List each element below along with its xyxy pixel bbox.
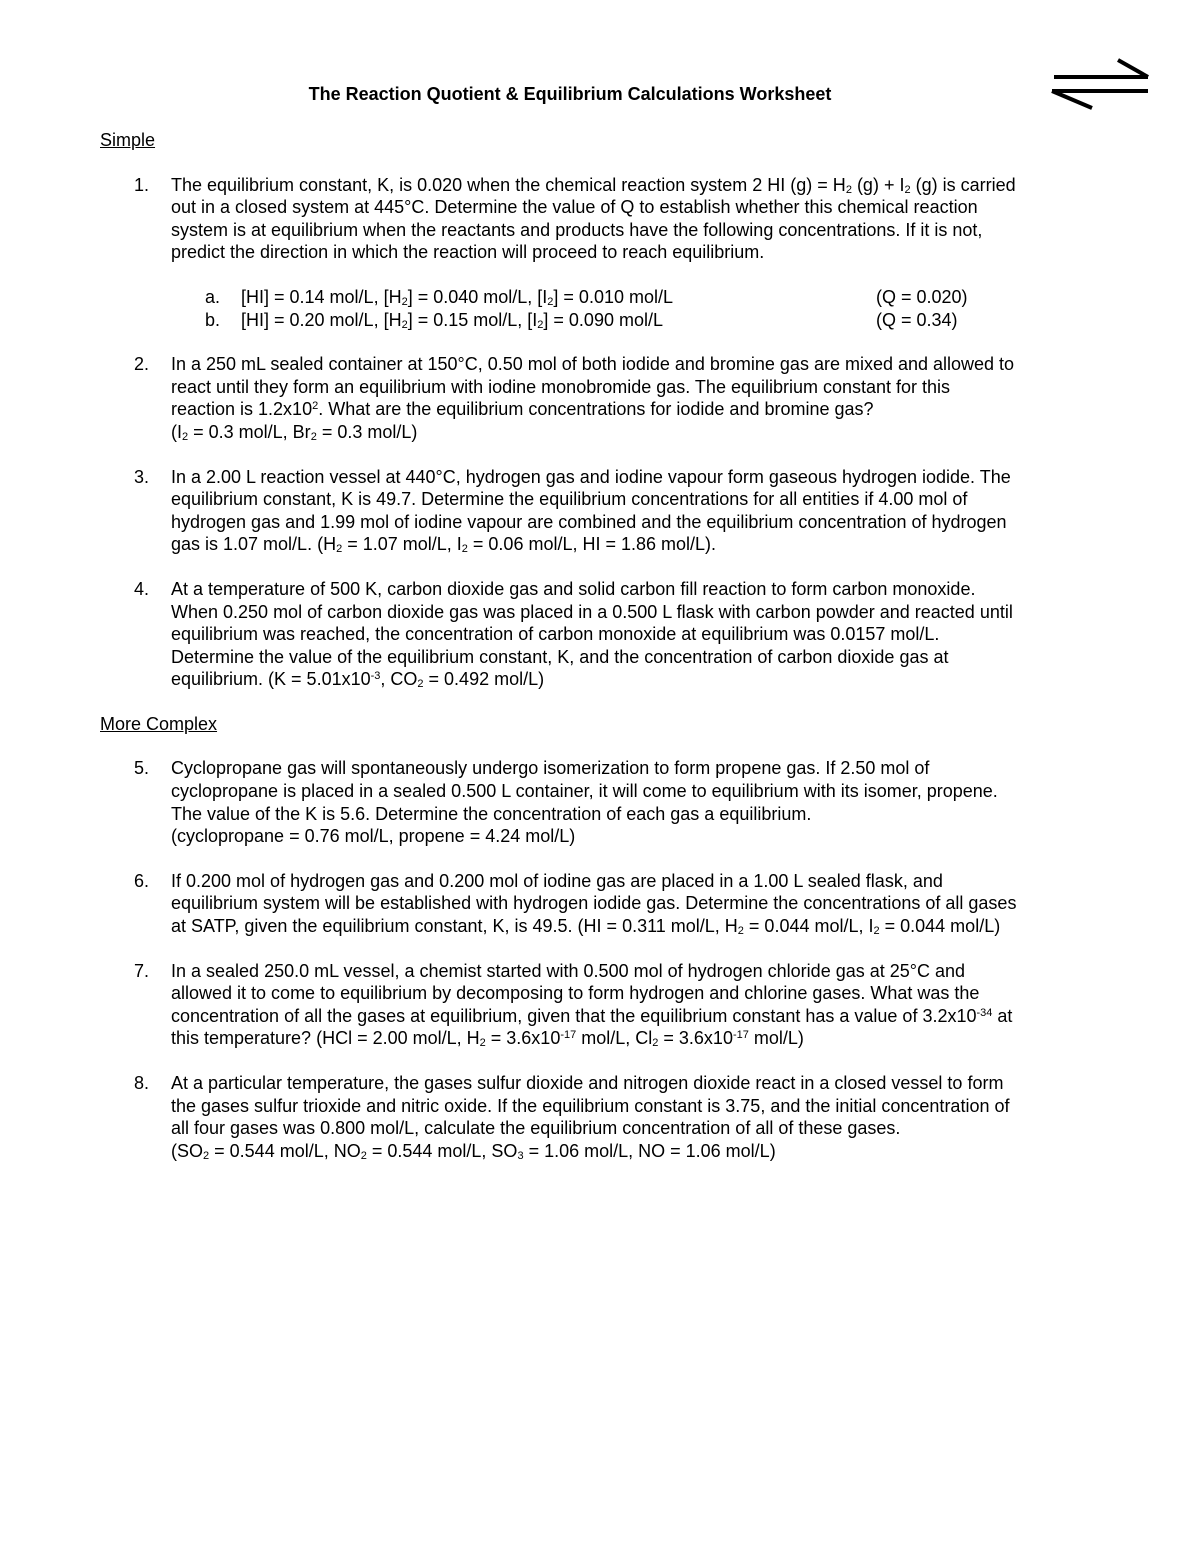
question-line: this temperature? (HCl = 2.00 mol/L, $H_2 = 3.6x10^{-17}$ mol/L, $Cl_2 = 3.6x10^{-17}$ mol/L): [171, 1028, 804, 1050]
question-line: cyclopropane is placed in a sealed 0.500 L container, it will come to equilibrium with its isomer, propene.: [171, 781, 998, 802]
question-8: [100, 1072, 1110, 1162]
sub-question-a: [171, 286, 1110, 309]
question-line: At a particular temperature, the gases sulfur dioxide and nitrogen dioxide react in a closed vessel to form: [171, 1073, 1004, 1093]
question-2: [100, 353, 1110, 443]
question-line: When 0.250 mol of carbon dioxide gas was placed in a 0.500 L flask with carbon powder and reacted until: [171, 601, 1013, 622]
section-heading-more-complex: More Complex: [100, 713, 218, 734]
question-line: react until they form an equilibrium with iodine monobromide gas. The equilibrium constant for this: [171, 376, 951, 397]
question-number: 8.: [134, 1073, 150, 1093]
question-line: The value of the K is 5.6. Determine the concentration of each gas a equilibrium.: [171, 803, 812, 824]
sub-question-answer: (Q = 0.020): [876, 286, 968, 307]
question-line: allowed it to come to equilibrium by decomposing to form hydrogen and chlorine gases. What was the: [171, 983, 980, 1004]
question-number: 1.: [134, 174, 150, 195]
question-line: In a sealed 250.0 mL vessel, a chemist started with 0.500 mol of hydrogen chloride gas at 25°C and: [171, 960, 965, 981]
question-line: concentration of all the gases at equilibrium, given that the equilibrium constant has a value of $3.2x10^{-34}$ at: [171, 1005, 1013, 1026]
question-7: [100, 960, 1110, 1050]
sub-question-text: [HI] = 0.20 mol/L, $[H_2] = 0.15$ mol/L, $[I_2] = 0.090$ mol/L: [241, 309, 663, 331]
question-line: the gases sulfur trioxide and nitric oxide. If the equilibrium constant is 3.75, and the initial concentration of: [171, 1095, 1010, 1116]
question-number: 5.: [134, 758, 150, 779]
sub-question-answer: (Q = 0.34): [876, 309, 958, 330]
question-line: predict the direction in which the reaction will proceed to reach equilibrium.: [171, 242, 765, 263]
question-answer: (cyclopropane = 0.76 mol/L, propene = 4.24 mol/L): [171, 826, 576, 847]
question-line: equilibrium system will be established with hydrogen iodide gas. Determine the concentrations of all gases: [171, 893, 1017, 914]
question-line: At a temperature of 500 K, carbon dioxide gas and solid carbon fill reaction to form carbon monoxide.: [171, 578, 976, 599]
question-line: reaction is $1.2x10^2$. What are the equilibrium concentrations for iodide and bromine gas?: [171, 399, 874, 420]
worksheet-body: [100, 129, 1110, 1184]
question-number: 3.: [134, 466, 150, 487]
question-4: [100, 578, 1110, 691]
question-line: hydrogen gas and 1.99 mol of iodine vapour are combined and the equilibrium concentration of hydrogen: [171, 511, 1007, 532]
sub-question-b: [171, 309, 1110, 332]
question-6: [100, 870, 1110, 938]
question-number: 7.: [134, 960, 150, 981]
question-answer: ($SO_2 = 0.544$ mol/L, $NO_2 = 0.544$ mol/L, $SO_3 = 1.06$ mol/L, NO = 1.06 mol/L): [171, 1140, 776, 1162]
question-line: equilibrium was reached, the concentration of carbon monoxide at equilibrium was 0.0157 mol/L.: [171, 624, 940, 645]
section-heading-simple: Simple: [100, 130, 156, 150]
question-line: In a 2.00 L reaction vessel at 440°C, hydrogen gas and iodine vapour form gaseous hydrogen iodide. The: [171, 466, 1011, 487]
question-line: out in a closed system at 445°C. Determine the value of Q to establish whether this chemical reaction: [171, 197, 978, 218]
page-title: The Reaction Quotient & Equilibrium Calculations Worksheet: [308, 84, 832, 104]
question-answer: ($I_2 = 0.3$ mol/L, $Br_2 = 0.3$ mol/L): [171, 421, 418, 443]
question-line: gas is 1.07 mol/L. ($H_2 = 1.07$ mol/L, $I_2 = 0.06$ mol/L, HI = 1.86 mol/L).: [171, 534, 717, 556]
question-3: [100, 466, 1110, 556]
question-line: all four gases was 0.800 mol/L, calculate the equilibrium concentration of all of these gases.: [171, 1118, 901, 1139]
question-number: 2.: [134, 354, 150, 375]
question-line: equilibrium. ($K = 5.01x10^{-3}$, $CO_2 = 0.492$ mol/L): [171, 669, 545, 691]
question-line: equilibrium constant, K is 49.7. Determine the equilibrium concentrations for all entities if 4.00 mol of: [171, 489, 968, 510]
question-line: The equilibrium constant, K, is 0.020 when the chemical reaction system 2 HI $(g) = H_2$ $(g) + I_2$ (g) is carried: [171, 174, 1016, 196]
question-line: If 0.200 mol of hydrogen gas and 0.200 mol of iodine gas are placed in a 1.00 L sealed flask, and: [171, 870, 943, 891]
question-line: at SATP, given the equilibrium constant, K, is 49.5. (HI = 0.311 mol/L, $H_2 = 0.044$ mol/L, $I_2 = 0.044$ mol/L): [171, 916, 1001, 938]
sub-question-list: [171, 286, 1110, 331]
question-number: 6.: [134, 870, 150, 891]
question-number: 4.: [134, 578, 150, 599]
question-1: [100, 174, 1110, 332]
question-5: [100, 757, 1110, 847]
sub-question-letter: a.: [205, 286, 221, 307]
question-line: system is at equilibrium when the reactants and products have the following concentrations. If it is not,: [171, 219, 983, 240]
question-line: In a 250 mL sealed container at 150°C, 0.50 mol of both iodide and bromine gas are mixed and allowed to: [171, 354, 1015, 375]
question-line: Cyclopropane gas will spontaneously undergo isomerization to form propene gas. If 2.50 mol of: [171, 758, 930, 779]
sub-question-text: [HI] = 0.14 mol/L, $[H_2] = 0.040$ mol/L, $[I_2] = 0.010$ mol/L: [241, 286, 673, 308]
question-line: Determine the value of the equilibrium constant, K, and the concentration of carbon dioxide gas at: [171, 646, 949, 667]
sub-question-letter: b.: [205, 309, 221, 330]
